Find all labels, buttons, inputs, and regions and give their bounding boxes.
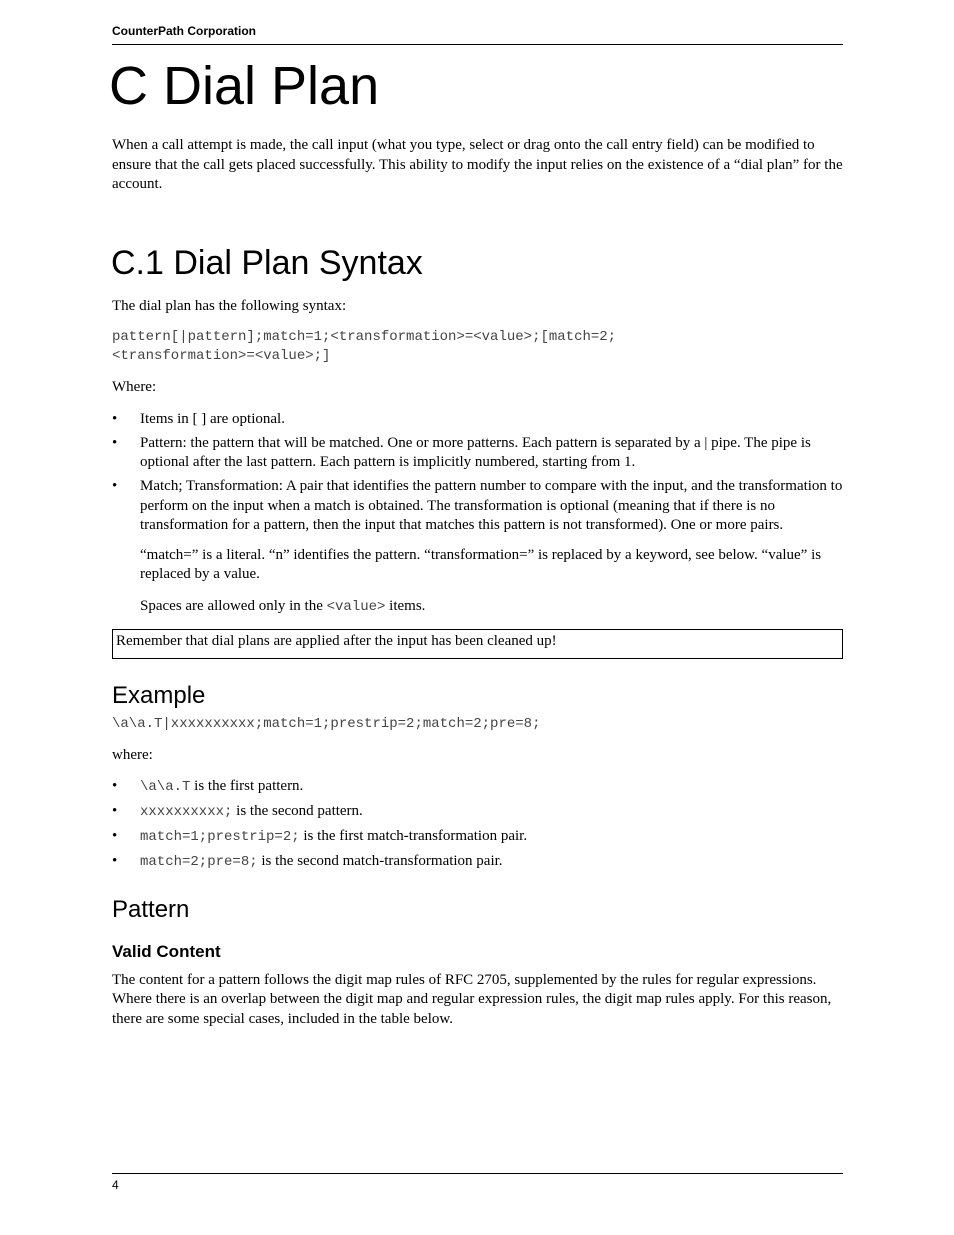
bullet-glyph: • — [112, 803, 118, 819]
bullet-glyph: • — [112, 778, 118, 794]
spaces-note-prefix: Spaces are allowed only in the — [140, 597, 327, 614]
bullet-glyph: • — [112, 410, 118, 427]
document-body — [109, 50, 843, 1041]
example-item-code: xxxxxxxxxx; — [140, 804, 233, 820]
example-item-text: is the first pattern. — [190, 778, 304, 794]
example-heading: Example — [112, 681, 206, 709]
chapter-title: C Dial Plan — [109, 56, 380, 116]
list-item — [112, 777, 843, 798]
bullet-glyph: • — [112, 434, 118, 451]
where-label: Where: — [112, 379, 157, 395]
list-item-text: Match; Transformation: A pair that identifies the pattern number to compare with the input, and the transformation to perform on the input when a match is obtained. The transformation is optional (meaning that if there is no transformation for a pattern, then the input that matches this pattern is not transformed). One or more pairs. — [140, 478, 843, 533]
bullet-glyph: • — [112, 853, 118, 869]
valid-content-heading: Valid Content — [112, 941, 221, 961]
spaces-note-suffix: items. — [385, 597, 426, 614]
page-header — [112, 24, 843, 45]
match-explanation: “match=” is a literal. “n” identifies the pattern. “transformation=” is replaced by a keyword, see below. “value” is replaced by a value. — [140, 546, 822, 582]
syntax-bullet-list — [112, 410, 843, 536]
syntax-code-line: <transformation>=<value>;] — [112, 348, 331, 364]
syntax-code-line: pattern[|pattern];match=1;<transformation>=<value>;[match=2; — [112, 329, 617, 345]
spaces-note — [112, 597, 843, 618]
page-number: 4 — [112, 1178, 119, 1192]
list-item — [112, 434, 843, 473]
list-item — [112, 477, 843, 536]
company-name: CounterPath Corporation — [112, 24, 256, 38]
example-item-code: match=1;prestrip=2; — [140, 829, 300, 845]
list-item — [112, 852, 843, 873]
list-item-text: Pattern: the pattern that will be matched. One or more patterns. Each pattern is separated by a | pipe. The pipe is optional after the last pattern. Each pattern is implicitly numbered, starting from 1. — [140, 434, 811, 470]
example-item-text: is the second match-transformation pair. — [257, 853, 503, 869]
example-where-label: where: — [112, 746, 153, 763]
syntax-code-block — [112, 328, 843, 366]
list-item — [112, 802, 843, 823]
page-footer — [112, 1173, 843, 1192]
value-code: <value> — [326, 598, 386, 615]
bullet-glyph: • — [112, 828, 118, 844]
example-item-text: is the first match-transformation pair. — [299, 828, 528, 844]
intro-paragraph: When a call attempt is made, the call input (what you type, select or drag onto the call entry field) can be modified to ensure that the call gets placed successfully. This ability to modify the input relies on the existence of a “dial plan” for the account. — [112, 137, 843, 192]
example-item-code: match=2;pre=8; — [140, 854, 258, 870]
example-item-text: is the second pattern. — [232, 803, 363, 819]
syntax-lead: The dial plan has the following syntax: — [112, 297, 347, 314]
list-item — [112, 410, 843, 430]
example-item-code: \a\a.T — [140, 779, 191, 795]
pattern-body: The content for a pattern follows the digit map rules of RFC 2705, supplemented by the rules for regular expressions. Where there is an overlap between the digit map and regular expression rules, the digit map rules apply. For this reason, there are some special cases, included in the table below. — [112, 971, 832, 1027]
note-box: Remember that dial plans are applied after the input has been cleaned up! — [112, 629, 843, 659]
pattern-heading: Pattern — [112, 895, 190, 923]
example-code: \a\a.T|xxxxxxxxxx;match=1;prestrip=2;match=2;pre=8; — [112, 715, 541, 732]
section-heading-syntax: C.1 Dial Plan Syntax — [111, 243, 423, 282]
example-bullet-list — [112, 777, 843, 873]
list-item — [112, 827, 843, 848]
list-item-text: Items in [ ] are optional. — [140, 410, 285, 427]
bullet-glyph: • — [112, 478, 118, 494]
